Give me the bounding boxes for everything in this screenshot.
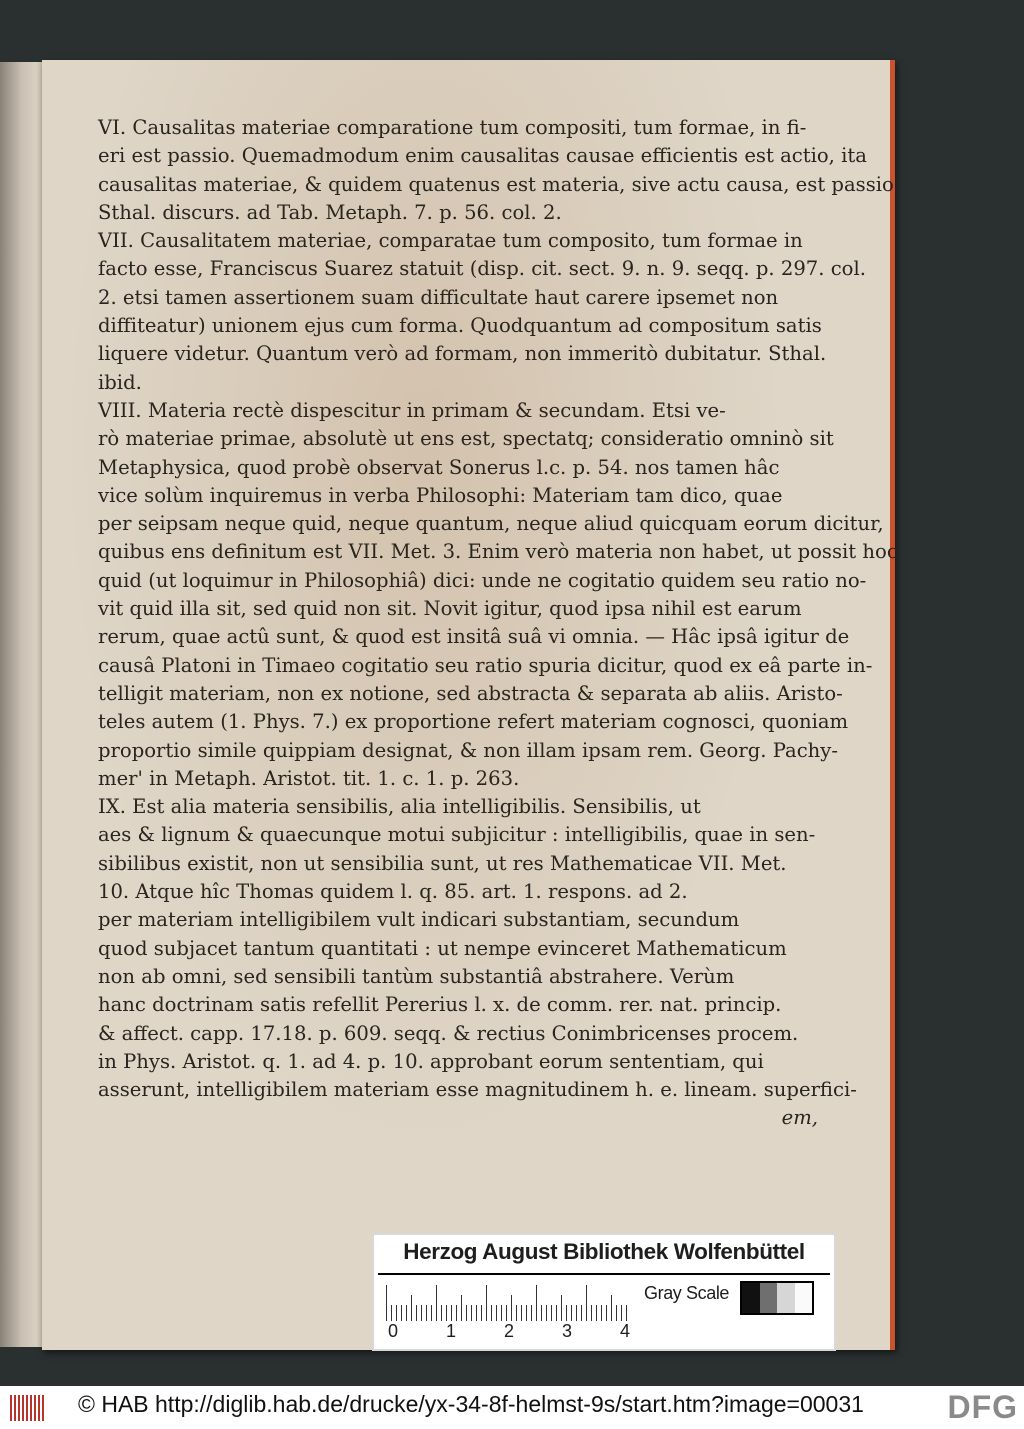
- text-line: diffiteatur) unionem ejus cum forma. Quodquantum ad compositum satis: [98, 314, 822, 338]
- text-line: causâ Platoni in Timaeo cogitatio seu ratio spuria dicitur, quod ex eâ parte in-: [98, 653, 873, 677]
- page-text: [98, 114, 900, 1133]
- text-line: Sthal. discurs. ad Tab. Metaph. 7. p. 56. col. 2.: [98, 200, 562, 224]
- ruler-tick: [506, 1305, 507, 1321]
- text-line: causalitas materiae, & quidem quatenus est materia, sive actu causa, est passio.: [98, 172, 900, 196]
- ruler-tick: [496, 1305, 497, 1321]
- text-line: eri est passio. Quemadmodum enim causalitas causae efficientis est actio, ita: [98, 144, 867, 168]
- barcode-bar: [14, 1395, 16, 1421]
- footer-bar: [0, 1386, 1024, 1429]
- ruler-tick: [436, 1285, 437, 1321]
- ruler-tick: [501, 1305, 502, 1321]
- ruler-tick: [481, 1305, 482, 1321]
- ruler-tick: [621, 1305, 622, 1321]
- text-line: 2. etsi tamen assertionem suam difficultate haut carere ipsemet non: [98, 285, 779, 309]
- text-line: non ab omni, sed sensibili tantùm substantiâ abstrahere. Verùm: [98, 964, 735, 988]
- text-line: IX. Est alia materia sensibilis, alia intelligibilis. Sensibilis, ut: [98, 795, 701, 819]
- text-line: liquere videtur. Quantum verò ad formam, non immeritò dubitatur. Sthal.: [98, 342, 827, 366]
- ruler-tick: [546, 1305, 547, 1321]
- ruler-tick: [541, 1305, 542, 1321]
- text-line: per materiam intelligibilem vult indicari substantiam, secundum: [98, 908, 740, 932]
- text-line: rò materiae primae, absolutè ut ens est, spectatq; consideratio omninò sit: [98, 427, 834, 451]
- text-line: proportio simile quippiam designat, & non illam ipsam rem. Georg. Pachy-: [98, 738, 838, 762]
- ruler-number: 2: [504, 1321, 515, 1341]
- text-line: teles autem (1. Phys. 7.) ex proportione refert materiam cognosci, quoniam: [98, 710, 849, 734]
- ruler-tick: [466, 1305, 467, 1321]
- text-line: aes & lignum & quaecunque motui subjicitur : intelligibilis, quae in sen-: [98, 823, 816, 847]
- measuring-ruler: [386, 1281, 634, 1321]
- ruler-tick: [551, 1305, 552, 1321]
- ruler-tick: [581, 1305, 582, 1321]
- gray-scale-label: Gray Scale: [644, 1283, 730, 1303]
- ruler-tick: [406, 1305, 407, 1321]
- ruler-tick: [476, 1305, 477, 1321]
- ruler-tick: [441, 1305, 442, 1321]
- ruler-tick: [426, 1305, 427, 1321]
- ruler-tick: [446, 1305, 447, 1321]
- text-line: vit quid illa sit, sed quid non sit. Novit igitur, quod ipsa nihil est earum: [98, 597, 802, 621]
- text-line: rerum, quae actû sunt, & quod est insitâ suâ vi omnia. — Hâc ipsâ igitur de: [98, 625, 850, 649]
- ruler-tick: [386, 1285, 387, 1321]
- ruler-tick: [531, 1305, 532, 1321]
- gray-swatch: [777, 1283, 795, 1313]
- ruler-tick: [401, 1305, 402, 1321]
- ruler-tick: [626, 1305, 627, 1321]
- barcode-bar: [30, 1395, 32, 1421]
- ruler-tick: [571, 1305, 572, 1321]
- text-line: 10. Atque hîc Thomas quidem l. q. 85. art. 1. respons. ad 2.: [98, 880, 688, 904]
- ruler-tick: [611, 1295, 612, 1321]
- ruler-tick: [521, 1305, 522, 1321]
- ruler-tick: [416, 1305, 417, 1321]
- ruler-tick: [601, 1305, 602, 1321]
- text-line: vice solùm inquiremus in verba Philosophi: Materiam tam dico, quae: [98, 483, 783, 507]
- ruler-tick: [511, 1295, 512, 1321]
- color-reference-card: [372, 1233, 836, 1351]
- text-line: & affect. capp. 17.18. p. 609. seqq. & rectius Conimbricenses procem.: [98, 1021, 799, 1045]
- text-line: asserunt, intelligibilem materiam esse magnitudinem h. e. lineam. superfici-: [98, 1078, 857, 1102]
- barcode-bar: [34, 1395, 36, 1421]
- text-line: VI. Causalitas materiae comparatione tum compositi, tum formae, in fi-: [98, 116, 807, 139]
- previous-page-edge: [0, 62, 48, 1347]
- ruler-tick: [606, 1305, 607, 1321]
- barcode-bar: [26, 1395, 28, 1421]
- text-line: quid (ut loquimur in Philosophiâ) dici: unde ne cogitatio quidem seu ratio no-: [98, 568, 867, 592]
- ruler-tick: [516, 1305, 517, 1321]
- ruler-tick: [391, 1305, 392, 1321]
- text-line: sibilibus existit, non ut sensibilia sunt, ut res Mathematicae VII. Met.: [98, 851, 787, 875]
- ruler-tick: [556, 1305, 557, 1321]
- text-line: per seipsam neque quid, neque quantum, neque aliud quicquam eorum dicitur,: [98, 512, 884, 536]
- gray-scale-swatches: [740, 1281, 814, 1315]
- ruler-number: 4: [620, 1321, 631, 1341]
- ruler-tick: [461, 1295, 462, 1321]
- ruler-tick: [411, 1295, 412, 1321]
- text-line: in Phys. Aristot. q. 1. ad 4. p. 10. approbant eorum sententiam, qui: [98, 1049, 764, 1073]
- book-page: [42, 60, 900, 1350]
- barcode-bar: [10, 1395, 12, 1421]
- text-line: quod subjacet tantum quantitati : ut nempe evinceret Mathematicum: [98, 936, 787, 960]
- text-line: VII. Causalitatem materiae, comparatae tum composito, tum formae in: [98, 229, 803, 253]
- text-line: hanc doctrinam satis refellit Pererius l. x. de comm. rer. nat. princip.: [98, 993, 782, 1017]
- text-line: mer' in Metaph. Aristot. tit. 1. c. 1. p. 263.: [98, 766, 520, 790]
- ruler-tick: [451, 1305, 452, 1321]
- barcode-bar: [38, 1395, 40, 1421]
- ruler-tick: [536, 1285, 537, 1321]
- ruler-tick: [576, 1305, 577, 1321]
- text-line: ibid.: [98, 370, 142, 394]
- source-url[interactable]: © HAB http://diglib.hab.de/drucke/yx-34-8f-helmst-9s/start.htm?image=00031: [78, 1391, 864, 1417]
- barcode-bar: [22, 1395, 24, 1421]
- ruler-tick: [421, 1305, 422, 1321]
- ruler-tick: [486, 1285, 487, 1321]
- gray-swatch: [742, 1283, 760, 1313]
- card-divider: [378, 1273, 830, 1275]
- catchword: em,: [781, 1106, 818, 1130]
- barcode-bar: [18, 1395, 20, 1421]
- ruler-tick: [566, 1305, 567, 1321]
- ruler-tick: [591, 1305, 592, 1321]
- hab-barcode-icon: [10, 1395, 46, 1421]
- gray-swatch: [795, 1283, 813, 1313]
- text-line: quibus ens definitum est VII. Met. 3. Enim verò materia non habet, ut possit hoc: [98, 540, 898, 564]
- dfg-logo: DFG: [947, 1389, 1018, 1425]
- text-line: facto esse, Franciscus Suarez statuit (disp. cit. sect. 9. n. 9. seqq. p. 297. col.: [98, 257, 866, 281]
- ruler-tick: [456, 1305, 457, 1321]
- ruler-tick: [431, 1305, 432, 1321]
- ruler-number: 1: [446, 1321, 457, 1341]
- gray-swatch: [760, 1283, 778, 1313]
- text-line: Metaphysica, quod probè observat Sonerus l.c. p. 54. nos tamen hâc: [98, 455, 780, 479]
- ruler-tick: [616, 1305, 617, 1321]
- text-line: VIII. Materia rectè dispescitur in primam & secundam. Etsi ve-: [98, 398, 726, 422]
- ruler-tick: [561, 1295, 562, 1321]
- ruler-tick: [471, 1305, 472, 1321]
- ruler-number: 0: [388, 1321, 399, 1341]
- card-title: Herzog August Bibliothek Wolfenbüttel: [403, 1239, 805, 1264]
- ruler-tick: [526, 1305, 527, 1321]
- ruler-number: 3: [562, 1321, 573, 1341]
- ruler-tick: [491, 1305, 492, 1321]
- barcode-bar: [42, 1395, 44, 1421]
- text-line: telligit materiam, non ex notione, sed abstracta & separata ab aliis. Aristo-: [98, 681, 843, 705]
- ruler-tick: [596, 1305, 597, 1321]
- ruler-tick: [586, 1285, 587, 1321]
- ruler-tick: [396, 1305, 397, 1321]
